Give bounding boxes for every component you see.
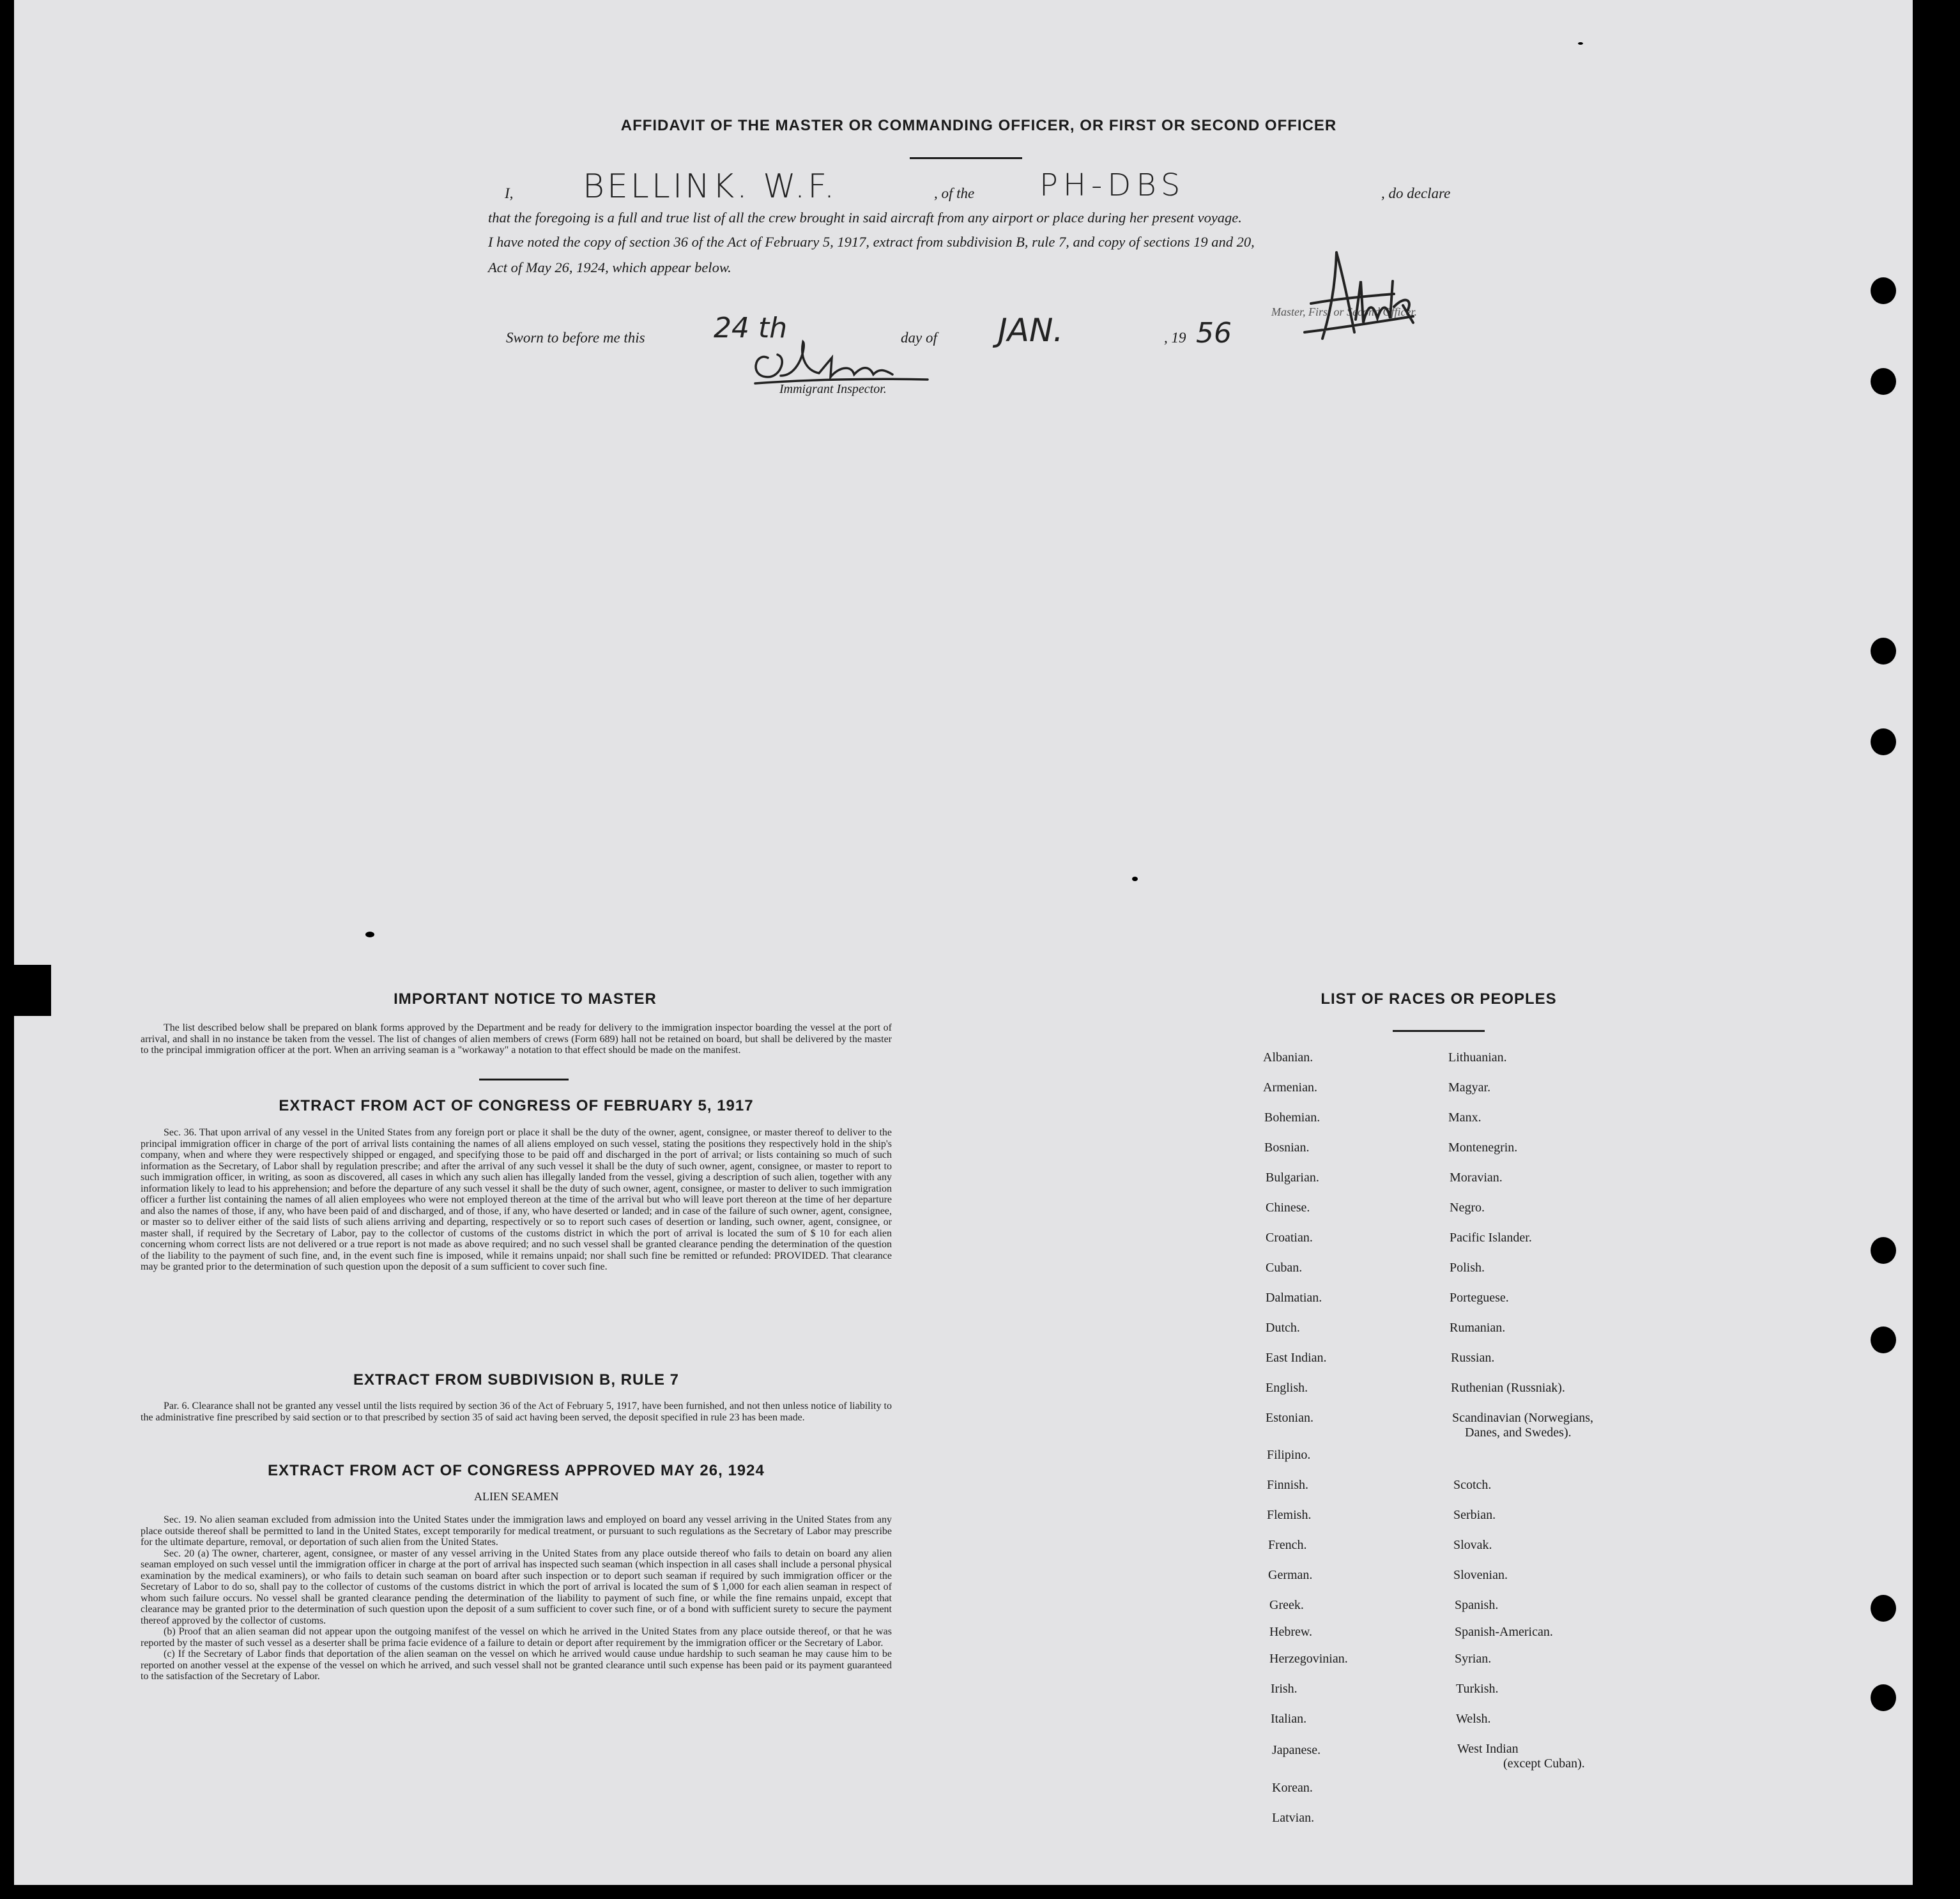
extract-1924-text [141,1514,892,1682]
subdivision-b-title: EXTRACT FROM SUBDIVISION B, RULE 7 [353,1371,680,1388]
extract-1917-text [141,1127,892,1273]
race-item: Bohemian. [1264,1111,1321,1125]
affidavit-body-line-2: I have noted the copy of section 36 of the Act of February 5, 1917, extract from subdivision B, rule 7, and copy of sections 19 and 20, [488,234,1255,250]
race-item: Filipino. [1267,1448,1311,1462]
document-page [14,0,1913,1885]
race-item: English. [1266,1381,1308,1395]
punch-hole [1871,1237,1896,1264]
race-item: Montenegrin. [1448,1141,1518,1155]
extract-1917-title: EXTRACT FROM ACT OF CONGRESS OF FEBRUARY 5, 1917 [279,1097,754,1114]
race-item: Porteguese. [1450,1291,1509,1305]
race-item: Syrian. [1455,1652,1492,1666]
handwritten-day: 24 th [714,312,788,344]
race-item: Welsh. [1456,1712,1491,1726]
extract-1924-title: EXTRACT FROM ACT OF CONGRESS APPROVED MAY 26, 1924 [268,1462,765,1479]
race-item: Manx. [1448,1111,1481,1125]
handwritten-month: JAN. [998,312,1064,349]
dust-speck [1578,42,1583,45]
race-item: Russian. [1451,1351,1495,1365]
affidavit-body-line-3: Act of May 26, 1924, which appear below. [488,259,731,275]
race-item: Slovak. [1453,1538,1492,1552]
race-item: Turkish. [1456,1682,1499,1696]
race-item: Greek. [1269,1598,1304,1612]
race-item: Croatian. [1266,1231,1313,1245]
race-item: Scandinavian (Norwegians, [1452,1411,1594,1425]
sec20a-paragraph: Sec. 20 (a) The owner, charterer, agent, consignee, or master of any vessel arriving in the United States from any place outside thereof who fails to detain on board any alien seaman employed on such vessel until the immigration officer in charge at the port of arrival has inspected such seaman (which inspection in all cases shall include a personal physical examination by the medical examiners), or who fails to detain such seaman on board after such inspection or to deport such seaman if required by such immigration officer or the Secretary of Labor to do so, shall pay to the collector of customs of the customs district in which the port of arrival is located the sum of $ 1,000 for each alien seaman in respect of whom such failure occurs. No vessel shall be granted clearance pending the determination of the liability to payment of such fine, or while the fine remains unpaid, except that clearance may be granted prior to the determination of such question upon the deposit of a sum sufficient to cover such fine, or of a bond with sufficient surety to secure the payment thereof approved by the collector of customs. [141,1548,892,1626]
affidavit-body-line-1: that the foregoing is a full and true list of all the crew brought in said aircraft from any airport or place during her present voyage. [488,210,1242,226]
punch-hole [1871,728,1896,755]
race-item: Spanish-American. [1455,1625,1553,1639]
sec20c-paragraph: (c) If the Secretary of Labor finds that deportation of the alien seaman on the vessel on which he arrived would cause undue hardship to such seaman he may cause him to be reported on another vessel at the expense of the vessel on which he arrived, and such vessel shall not be granted clearance until such expense has been paid or its payment guaranteed to the satisfaction of the Secretary of Labor. [141,1649,892,1682]
race-item: Japanese. [1272,1743,1321,1757]
dust-speck [1132,877,1138,881]
race-item: Spanish. [1455,1598,1499,1612]
i-label: I, [505,185,514,201]
punch-hole [1871,638,1896,665]
race-item: West Indian [1457,1742,1519,1756]
notice-paragraph: The list described below shall be prepared on blank forms approved by the Department and be ready for delivery to the immigration inspector boarding the vessel at the port of arrival, and shall in no instance be taken from the vessel. The list of changes of alien members of crews (Form 689) hall not be retained on board, but shall be delivered by the master to the principal immigration officer at the port. When an arriving seaman is a "workaway" a notation to that effect should be made on the manifest. [141,1022,892,1056]
affidavit-title: AFFIDAVIT OF THE MASTER OR COMMANDING OFFICER, OR FIRST OR SECOND OFFICER [620,117,1337,134]
race-item: Negro. [1450,1201,1485,1215]
handwritten-aircraft: PH-DBS [1039,167,1186,203]
alien-seamen-subtitle: ALIEN SEAMEN [474,1490,559,1503]
notice-text [141,1022,892,1056]
race-item: German. [1268,1568,1313,1582]
notice-title: IMPORTANT NOTICE TO MASTER [394,990,657,1008]
sec20b-paragraph: (b) Proof that an alien seaman did not appear upon the outgoing manifest of the vessel on which he arrived in the United States from any place outside thereof, or that he was reported by the master of such vessel as a deserter shall be prima facie evidence of a failure to detain or deport after requirement by the immigration officer or the Secretary of Labor. [141,1626,892,1649]
race-item: French. [1268,1538,1307,1552]
punch-hole [1871,1326,1896,1353]
race-item: Danes, and Swedes). [1465,1426,1572,1440]
officer-signature [1285,243,1445,345]
race-item: Hebrew. [1269,1625,1313,1639]
race-item: Herzegovinian. [1269,1652,1348,1666]
inspector-signature [742,332,934,390]
race-item: Italian. [1271,1712,1307,1726]
race-item: Scotch. [1453,1478,1492,1492]
declare-label: , do declare [1381,185,1451,201]
punch-hole [1871,1684,1896,1711]
page-edge-notch [14,965,51,1016]
race-item: Albanian. [1263,1050,1313,1065]
race-item: Magyar. [1448,1080,1491,1095]
race-item: Rumanian. [1450,1321,1506,1335]
punch-hole [1871,368,1896,395]
day-of-label: day of [901,330,937,346]
sec19-paragraph: Sec. 19. No alien seaman excluded from admission into the United States under the immigration laws and employed on board any vessel arriving in the United States from any place outside thereof shall be permitted to land in the United States, except temporarily for medical treatment, or pursuant to such regulations as the Secretary of Labor may prescribe for the ultimate departure, removal, or deportation of such alien from the United States. [141,1514,892,1548]
race-item: Estonian. [1266,1411,1313,1425]
race-item: Cuban. [1266,1261,1303,1275]
race-item: Irish. [1271,1682,1298,1696]
year-prefix: , 19 [1164,330,1186,346]
subdivision-b-text [141,1401,892,1423]
race-item: Korean. [1272,1781,1313,1795]
race-item: Chinese. [1266,1201,1310,1215]
races-title: LIST OF RACES OR PEOPLES [1321,990,1557,1008]
handwritten-name: BELLINK. W.F. [583,167,838,206]
officer-label: Master, First or Second Officer. [1271,305,1417,318]
race-item: Latvian. [1272,1811,1315,1825]
race-item: Dalmatian. [1266,1291,1322,1305]
race-item: Dutch. [1266,1321,1300,1335]
sworn-label: Sworn to before me this [506,330,645,346]
race-item: Slovenian. [1453,1568,1508,1582]
sec36-paragraph: Sec. 36. That upon arrival of any vessel in the United States from any foreign port or place it shall be the duty of the owner, agent, consignee, or master thereof to deliver to the principal immigration officer in charge of the port of arrival lists containing the names of all aliens employed on such vessel, stating the positions they respectively hold in the ship's company, when and where they were respectively shipped or engaged, and specifying those to be paid off and discharged in the port of arrival; or lists containing so much of such information as the Secretary, of Labor shall by regulation prescribe; and after the arrival of any such vessel it shall be the duty of such owner, agent, consignee, or master to report to such immigration officer, in writing, as soon as discovered, all cases in which any such alien has illegally landed from the vessel, giving a description of such alien, together with any information likely to lead to his apprehension; and before the departure of any such vessel it shall be the duty of such owner, agent, consignee, or master to deliver to such immigration officer a further list containing the names of all alien employees who were not employed thereon at the time of the arrival but who will leave port thereon at the time of her departure and also the names of those, if any, who have been paid of and discharged, and of those, if any, who have deserted or landed; and in case of the failure of such owner, agent, consignee, or master so to deliver either of the said lists of such aliens arriving and departing, respectively or so to report such cases of desertion or landing, such owner, agent, consignee, or master shall, if required by the Secretary of Labor, pay to the collector of customs of the customs district in which the port of arrival is located the sum of $ 10 for each alien concerning whom correct lists are not delivered or a true report is not made as above required; and no such vessel shall be granted clearance pending the determination of the question of the liability to the payment of such fine, and, in the event such fine is imposed, while it remains unpaid; nor shall such fine be remitted or refunded: PROVIDED. That clearance may be granted prior to the determination of such question upon the deposit of a sum sufficient to cover such fine. [141,1127,892,1272]
race-item: Lithuanian. [1448,1050,1507,1065]
race-item: Serbian. [1453,1508,1496,1522]
race-item: Bulgarian. [1266,1171,1319,1185]
of-the-label: , of the [934,185,975,201]
race-item: Ruthenian (Russniak). [1451,1381,1565,1395]
dust-speck [365,932,374,937]
races-title-rule [1393,1030,1485,1032]
race-item: Armenian. [1263,1080,1317,1095]
handwritten-year: 56 [1196,317,1232,350]
race-item: (except Cuban). [1503,1757,1585,1771]
par6-paragraph: Par. 6. Clearance shall not be granted any vessel until the lists required by section 36 of the Act of February 5, 1917, have been furnished, and not then unless notice of liability to the administrative fine prescribed by said section or to that prescribed by section 35 of said act having been served, the deposit specified in rule 23 has been made. [141,1401,892,1423]
inspector-label: Immigrant Inspector. [779,382,887,396]
race-item: Flemish. [1267,1508,1312,1522]
race-item: East Indian. [1266,1351,1327,1365]
title-rule [910,157,1022,159]
section-rule [479,1079,569,1080]
punch-hole [1871,1595,1896,1622]
race-item: Moravian. [1450,1171,1503,1185]
race-item: Finnish. [1267,1478,1309,1492]
punch-hole [1871,277,1896,304]
race-item: Polish. [1450,1261,1485,1275]
race-item: Bosnian. [1264,1141,1310,1155]
race-item: Pacific Islander. [1450,1231,1532,1245]
